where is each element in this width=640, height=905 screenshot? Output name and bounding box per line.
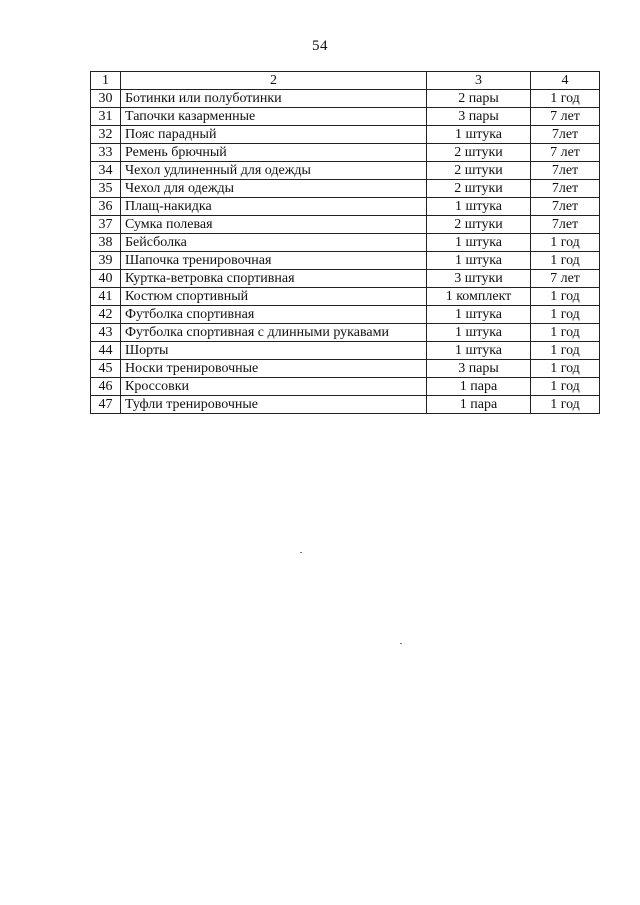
table-row [91,270,600,288]
table-header [91,72,600,90]
row-number-cell: 36 [91,198,121,216]
wear-term-cell: 1 год [531,252,600,270]
item-name-cell: Бейсболка [121,234,427,252]
quantity-cell: 1 штука [427,324,531,342]
table-row [91,288,600,306]
item-name-cell: Футболка спортивная с длинными рукавами [121,324,427,342]
row-number-cell: 43 [91,324,121,342]
item-name-cell: Тапочки казарменные [121,108,427,126]
page-number: 54 [312,38,328,54]
row-number-cell: 32 [91,126,121,144]
item-name-cell: Чехол для одежды [121,180,427,198]
item-name-cell: Сумка полевая [121,216,427,234]
wear-term-cell: 7 лет [531,108,600,126]
wear-term-cell: 7 лет [531,270,600,288]
row-number-cell: 37 [91,216,121,234]
row-number-cell: 47 [91,396,121,414]
quantity-cell: 3 пары [427,360,531,378]
table-row [91,306,600,324]
row-number-cell: 41 [91,288,121,306]
row-number-cell: 30 [91,90,121,108]
item-name-cell: Плащ-накидка [121,198,427,216]
wear-term-cell: 1 год [531,288,600,306]
row-number-cell: 35 [91,180,121,198]
column-header-4: 4 [531,72,600,90]
wear-term-cell: 7лет [531,180,600,198]
wear-term-cell: 1 год [531,378,600,396]
quantity-cell: 1 пара [427,396,531,414]
wear-term-cell: 7лет [531,162,600,180]
row-number-cell: 42 [91,306,121,324]
table-row [91,90,600,108]
document-table [90,71,600,414]
row-number-cell: 38 [91,234,121,252]
table-row [91,396,600,414]
row-number-cell: 33 [91,144,121,162]
table-row [91,126,600,144]
row-number-cell: 40 [91,270,121,288]
wear-term-cell: 1 год [531,360,600,378]
wear-term-cell: 7лет [531,198,600,216]
quantity-cell: 1 штука [427,126,531,144]
quantity-cell: 2 штуки [427,180,531,198]
quantity-cell: 2 штуки [427,162,531,180]
quantity-cell: 1 штука [427,342,531,360]
quantity-cell: 1 штука [427,306,531,324]
wear-term-cell: 7 лет [531,144,600,162]
table-row [91,180,600,198]
table-body [91,90,600,414]
table-row [91,252,600,270]
table-row [91,216,600,234]
row-number-cell: 39 [91,252,121,270]
item-name-cell: Куртка-ветровка спортивная [121,270,427,288]
item-name-cell: Костюм спортивный [121,288,427,306]
item-name-cell: Кроссовки [121,378,427,396]
table-row [91,360,600,378]
quantity-cell: 1 комплект [427,288,531,306]
table-row [91,162,600,180]
quantity-cell: 2 штуки [427,216,531,234]
row-number-cell: 34 [91,162,121,180]
row-number-cell: 46 [91,378,121,396]
column-header-3: 3 [427,72,531,90]
wear-term-cell: 7лет [531,126,600,144]
row-number-cell: 31 [91,108,121,126]
item-name-cell: Носки тренировочные [121,360,427,378]
quantity-cell: 2 штуки [427,144,531,162]
item-name-cell: Шорты [121,342,427,360]
item-name-cell: Футболка спортивная [121,306,427,324]
wear-term-cell: 1 год [531,342,600,360]
quantity-cell: 1 штука [427,198,531,216]
item-name-cell: Шапочка тренировочная [121,252,427,270]
table-row [91,378,600,396]
table-row [91,108,600,126]
wear-term-cell: 1 год [531,234,600,252]
wear-term-cell: 1 год [531,90,600,108]
row-number-cell: 44 [91,342,121,360]
quantity-cell: 1 штука [427,234,531,252]
item-name-cell: Ботинки или полуботинки [121,90,427,108]
item-name-cell: Пояс парадный [121,126,427,144]
item-name-cell: Ремень брючный [121,144,427,162]
wear-term-cell: 1 год [531,324,600,342]
quantity-cell: 3 штуки [427,270,531,288]
table-row [91,324,600,342]
quantity-cell: 1 пара [427,378,531,396]
table-row [91,234,600,252]
quantity-cell: 3 пары [427,108,531,126]
quantity-cell: 2 пары [427,90,531,108]
column-header-1: 1 [91,72,121,90]
table-row [91,144,600,162]
item-name-cell: Чехол удлиненный для одежды [121,162,427,180]
scan-speck [300,552,302,553]
quantity-cell: 1 штука [427,252,531,270]
column-header-2: 2 [121,72,427,90]
wear-term-cell: 7лет [531,216,600,234]
item-name-cell: Туфли тренировочные [121,396,427,414]
wear-term-cell: 1 год [531,396,600,414]
table-header-row [91,72,600,90]
scan-speck [400,643,402,644]
wear-term-cell: 1 год [531,306,600,324]
table-row [91,198,600,216]
row-number-cell: 45 [91,360,121,378]
table-row [91,342,600,360]
